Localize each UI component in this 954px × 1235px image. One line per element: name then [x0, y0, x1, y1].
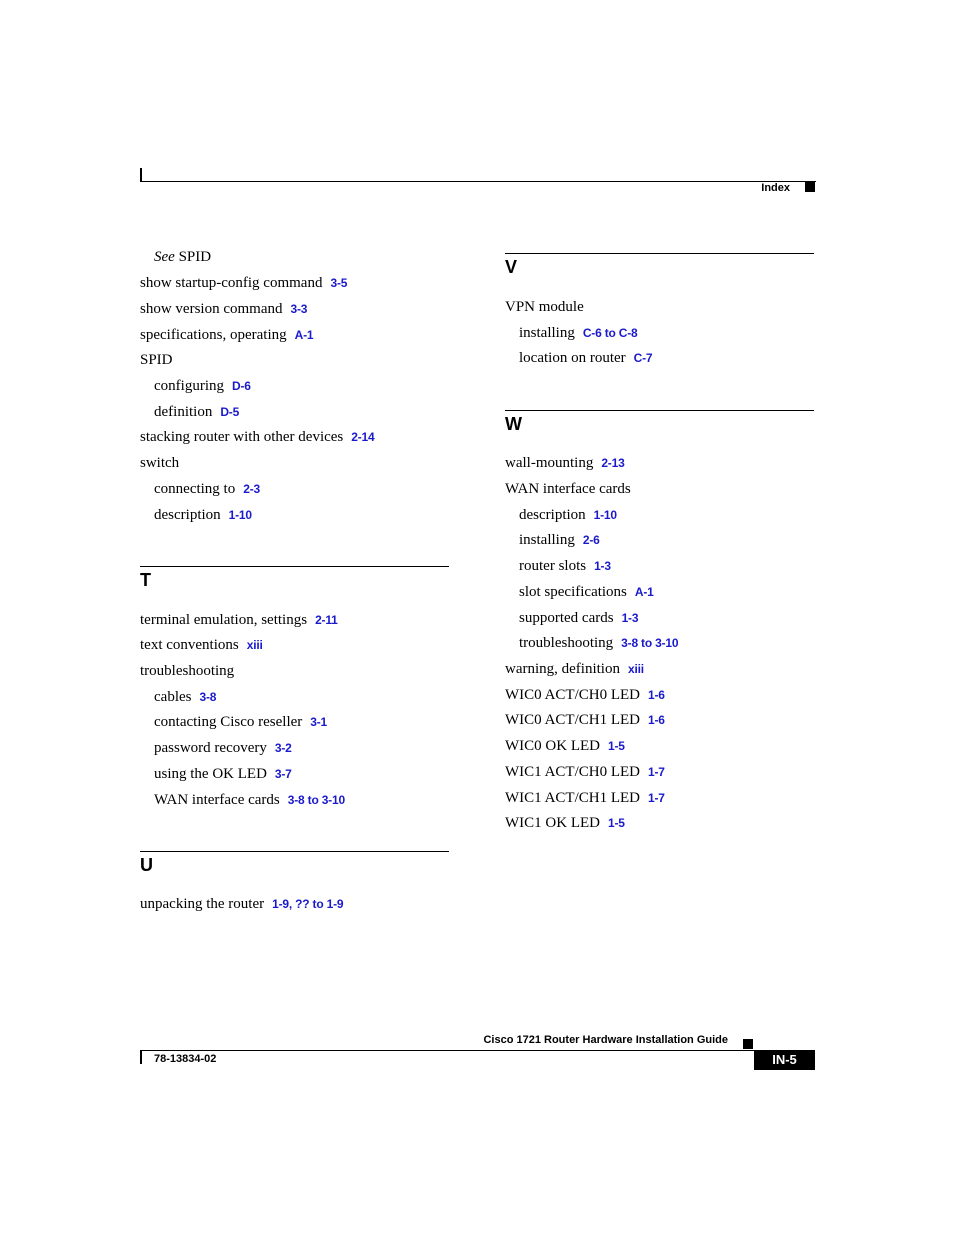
index-entry — [154, 403, 239, 421]
entry-text: show version command — [140, 301, 283, 317]
page-link[interactable]: 1-5 — [607, 816, 625, 830]
index-entry — [505, 298, 584, 316]
entry-text: installing — [519, 325, 575, 341]
section-rule — [505, 410, 814, 411]
index-entry — [519, 324, 638, 342]
index-entry — [505, 660, 644, 678]
index-entry — [505, 480, 631, 498]
page-link[interactable]: 1-10 — [593, 508, 617, 522]
header-tick-mark — [140, 168, 142, 182]
page-link[interactable]: 1-6 — [648, 688, 665, 702]
index-entry — [519, 609, 638, 627]
index-entry — [154, 791, 345, 809]
page-link[interactable]: 3-8 — [199, 690, 217, 704]
header-label: Index — [761, 182, 790, 194]
entry-text: WIC0 ACT/CH0 LED — [505, 687, 640, 703]
index-entry — [154, 506, 252, 524]
index-entry — [505, 711, 665, 729]
index-entry — [505, 454, 625, 472]
index-entry — [140, 428, 375, 446]
entry-text: slot specifications — [519, 584, 627, 600]
index-entry — [154, 480, 260, 498]
entry-text: description — [519, 507, 586, 523]
entry-text: VPN module — [505, 299, 584, 315]
header-square-marker — [805, 182, 815, 192]
entry-text: stacking router with other devices — [140, 429, 344, 445]
index-entry — [140, 351, 173, 369]
footer-rule — [140, 1050, 754, 1051]
page-link[interactable]: 2-14 — [351, 430, 375, 444]
entry-text: switch — [140, 455, 180, 471]
index-entry — [519, 531, 600, 549]
index-entry — [154, 765, 292, 783]
index-entry — [154, 713, 327, 731]
page-link[interactable]: 3-1 — [310, 715, 328, 729]
page-link[interactable]: 1-7 — [648, 791, 665, 805]
index-entry — [519, 583, 654, 601]
index-entry — [505, 737, 625, 755]
page-link[interactable]: 1-7 — [648, 765, 665, 779]
index-entry — [505, 686, 665, 704]
entry-text: show startup-config command — [140, 275, 323, 291]
index-entry — [140, 454, 179, 472]
index-entry — [154, 688, 216, 706]
index-entry — [519, 349, 652, 367]
index-entry — [140, 611, 338, 629]
section-rule — [505, 253, 814, 254]
page-link[interactable]: 3-8 to 3-10 — [287, 793, 345, 807]
footer-doc-number: 78-13834-02 — [154, 1053, 217, 1065]
page-link[interactable]: 1-5 — [607, 739, 625, 753]
page-link[interactable]: xiii — [246, 638, 263, 652]
entry-text: password recovery — [154, 740, 267, 756]
page-link[interactable]: A-1 — [294, 328, 314, 342]
entry-text: supported cards — [519, 610, 614, 626]
entry-text: unpacking the router — [140, 896, 265, 912]
entry-text: description — [154, 507, 221, 523]
entry-text: WIC1 ACT/CH0 LED — [505, 764, 640, 780]
footer-page-number: IN-5 — [754, 1050, 815, 1070]
index-entry — [154, 739, 292, 757]
index-entry — [505, 814, 625, 832]
see-prefix: See — [154, 249, 175, 265]
page-link[interactable]: C-6 to C-8 — [582, 326, 638, 340]
entry-text: cables — [154, 689, 192, 705]
page-link[interactable]: 1-6 — [648, 713, 665, 727]
entry-text: using the OK LED — [154, 766, 267, 782]
entry-text: troubleshooting — [140, 663, 235, 679]
section-rule — [140, 566, 449, 567]
index-entry — [519, 506, 617, 524]
page-link[interactable]: 3-7 — [274, 767, 292, 781]
index-entry — [154, 248, 211, 266]
entry-text: definition — [154, 404, 213, 420]
entry-text: WAN interface cards — [505, 481, 631, 497]
footer-tick-mark — [140, 1050, 142, 1064]
section-rule — [140, 851, 449, 852]
entry-text: SPID — [140, 352, 173, 368]
page-link[interactable]: 3-5 — [330, 276, 348, 290]
entry-text: contacting Cisco reseller — [154, 714, 303, 730]
section-letter-w: W — [505, 414, 522, 434]
page-link[interactable]: 1-3 — [594, 559, 611, 573]
page-link[interactable]: 3-3 — [290, 302, 308, 316]
index-entry — [140, 326, 313, 344]
entry-text: WIC1 ACT/CH1 LED — [505, 790, 640, 806]
entry-text: configuring — [154, 378, 224, 394]
page-link[interactable]: 1-3 — [621, 611, 639, 625]
entry-text: terminal emulation, settings — [140, 612, 308, 628]
page-link[interactable]: xiii — [627, 662, 644, 676]
page-link[interactable]: D-6 — [231, 379, 251, 393]
page-link[interactable]: A-1 — [634, 585, 654, 599]
entry-text: specifications, operating — [140, 327, 287, 343]
entry-text: SPID — [174, 249, 212, 265]
page-link[interactable]: C-7 — [633, 351, 653, 365]
index-entry — [519, 557, 611, 575]
footer-square-marker — [743, 1039, 753, 1049]
page-link[interactable]: 2-13 — [601, 456, 625, 470]
index-entry — [140, 895, 343, 913]
index-entry — [140, 636, 263, 654]
page-link[interactable]: 3-8 to 3-10 — [621, 636, 679, 650]
section-letter-v: V — [505, 257, 518, 277]
entry-text: text conventions — [140, 637, 239, 653]
index-entry — [140, 274, 347, 292]
page-link[interactable]: 2-6 — [582, 533, 600, 547]
entry-text: router slots — [519, 558, 587, 574]
page-link[interactable]: 1-10 — [228, 508, 252, 522]
entry-text: WIC0 ACT/CH1 LED — [505, 712, 640, 728]
page-link[interactable]: D-5 — [220, 405, 240, 419]
entry-text: WIC0 OK LED — [505, 738, 600, 754]
page-link[interactable]: 1-9, ?? to 1-9 — [272, 897, 344, 911]
section-letter-t: T — [140, 570, 151, 590]
entry-text: warning, definition — [505, 661, 620, 677]
index-entry — [140, 662, 234, 680]
section-letter-u: U — [140, 855, 153, 875]
page-link[interactable]: 2-3 — [243, 482, 260, 496]
entry-text: WAN interface cards — [154, 792, 280, 808]
index-entry — [519, 634, 678, 652]
index-entry — [154, 377, 251, 395]
entry-text: WIC1 OK LED — [505, 815, 600, 831]
page-link[interactable]: 2-11 — [315, 613, 338, 627]
entry-text: installing — [519, 532, 575, 548]
index-entry — [505, 763, 665, 781]
page-link[interactable]: 3-2 — [274, 741, 292, 755]
entry-text: wall-mounting — [505, 455, 594, 471]
footer-book-title: Cisco 1721 Router Hardware Installation Guide — [483, 1034, 728, 1046]
index-entry — [505, 789, 665, 807]
entry-text: connecting to — [154, 481, 236, 497]
index-entry — [140, 300, 307, 318]
entry-text: troubleshooting — [519, 635, 614, 651]
entry-text: location on router — [519, 350, 626, 366]
